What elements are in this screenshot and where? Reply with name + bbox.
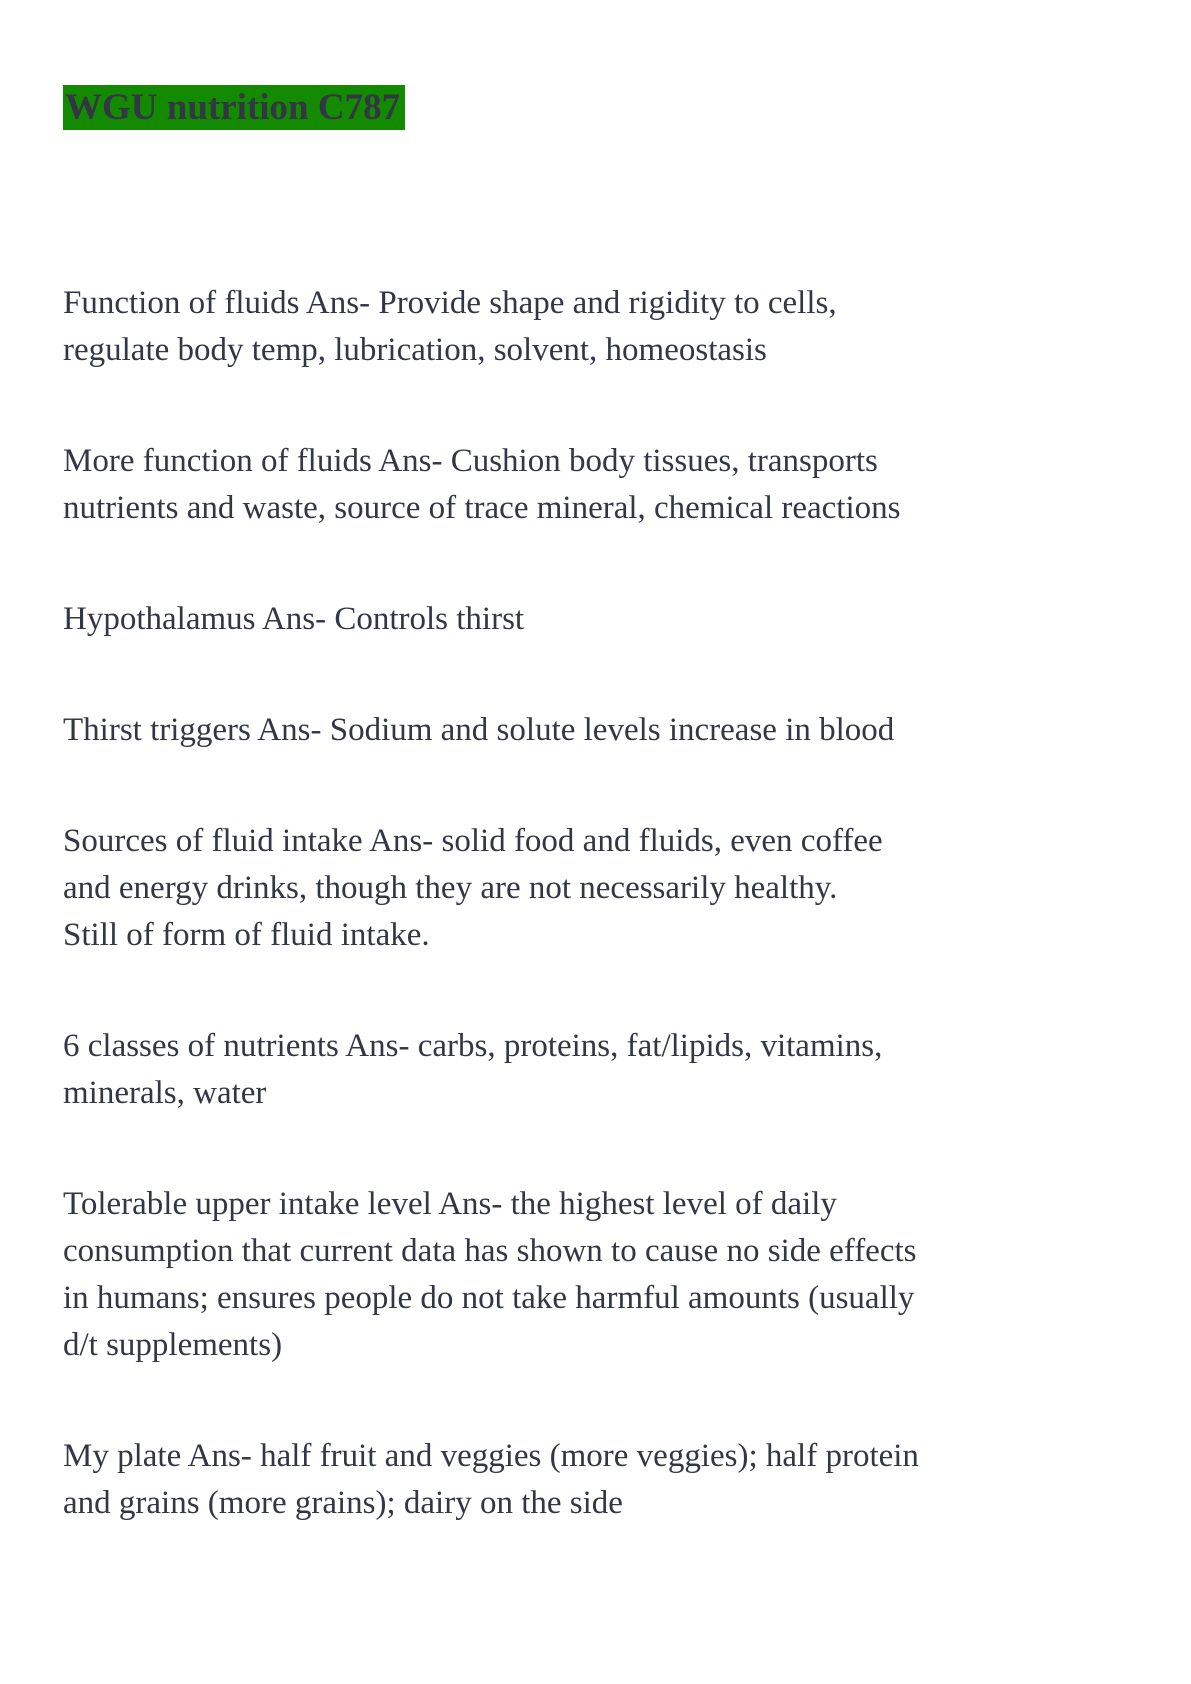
page-title: WGU nutrition C787 <box>63 85 405 130</box>
qa-paragraph <box>63 280 1131 374</box>
text-line: nutrients and waste, source of trace mineral, chemical reactions <box>63 490 901 526</box>
qa-paragraph <box>63 1433 1131 1527</box>
text-line: Thirst triggers Ans- Sodium and solute levels increase in blood <box>63 712 895 748</box>
text-line: More function of fluids Ans- Cushion body tissues, transports <box>63 443 878 479</box>
text-line: My plate Ans- half fruit and veggies (more veggies); half protein <box>63 1438 919 1474</box>
text-line: Tolerable upper intake level Ans- the highest level of daily <box>63 1186 837 1222</box>
qa-paragraph <box>63 818 1131 959</box>
text-line: 6 classes of nutrients Ans- carbs, proteins, fat/lipids, vitamins, <box>63 1028 883 1064</box>
text-line: d/t supplements) <box>63 1327 283 1363</box>
text-line: Still of form of fluid intake. <box>63 917 430 953</box>
text-line: regulate body temp, lubrication, solvent, homeostasis <box>63 332 767 368</box>
qa-paragraph <box>63 1181 1131 1369</box>
text-line: and grains (more grains); dairy on the side <box>63 1485 623 1521</box>
text-line: Hypothalamus Ans- Controls thirst <box>63 601 525 637</box>
text-line: in humans; ensures people do not take harmful amounts (usually <box>63 1280 915 1316</box>
qa-list <box>63 280 1131 1527</box>
qa-paragraph <box>63 596 1131 643</box>
text-line: consumption that current data has shown to cause no side effects <box>63 1233 917 1269</box>
text-line: Function of fluids Ans- Provide shape and rigidity to cells, <box>63 285 837 321</box>
text-line: and energy drinks, though they are not necessarily healthy. <box>63 870 838 906</box>
qa-paragraph <box>63 707 1131 754</box>
qa-paragraph <box>63 1023 1131 1117</box>
qa-paragraph <box>63 438 1131 532</box>
text-line: minerals, water <box>63 1075 267 1111</box>
text-line: Sources of fluid intake Ans- solid food and fluids, even coffee <box>63 823 883 859</box>
